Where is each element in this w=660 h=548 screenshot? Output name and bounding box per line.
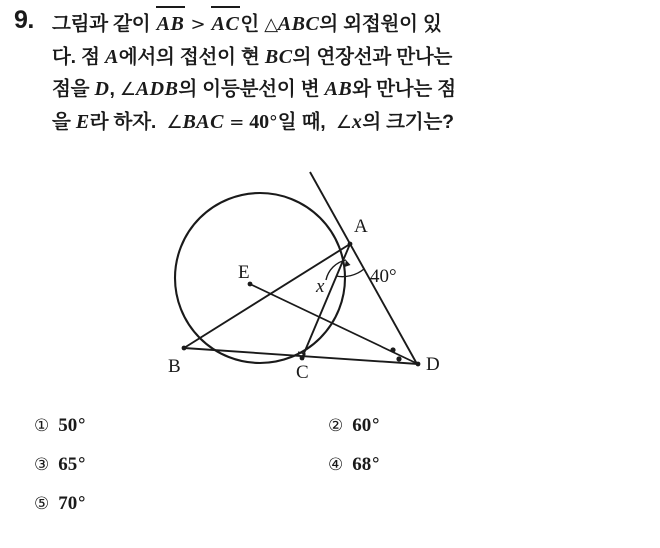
figure-label-b: B (168, 356, 181, 377)
answer-choices (34, 415, 634, 532)
stem-text-4: 을 (52, 111, 71, 133)
angle-symbol-2: ∠ (166, 112, 183, 133)
stem-text-3: 점을 (52, 78, 90, 100)
stem-text-1c: 의 외접원이 있 (319, 13, 442, 35)
angle-symbol-3: ∠ (335, 112, 352, 133)
angle-arc-bac (336, 269, 364, 277)
stem-text-1: 그림과 같이 (52, 13, 151, 35)
figure-label-d: D (426, 354, 440, 375)
vertex-dot-c (300, 356, 305, 361)
choice-4-degree: ° (371, 454, 381, 475)
bisector-dot-1 (390, 347, 395, 352)
question-stem (52, 8, 644, 139)
segment-ac-1: AC (211, 8, 241, 40)
choice-3-value: 65 (58, 454, 78, 475)
greater-than-symbol: > (190, 14, 206, 35)
given-angle-value: 40 (249, 111, 269, 133)
angle-arrow-head-x (345, 260, 351, 267)
vertex-dot-a (348, 242, 353, 247)
vertex-dot-d (416, 362, 421, 367)
choice-5-value: 70 (58, 493, 78, 514)
choice-5[interactable] (34, 493, 86, 515)
stem-text-3c: 의 이등분선이 변 (178, 78, 320, 100)
figure-label-angle-40 (370, 266, 397, 288)
stem-line-3 (52, 73, 644, 106)
stem-text-2c: 의 연장선과 만나는 (292, 46, 453, 68)
chord-bc-ref: BC (264, 46, 293, 68)
angle-bac-ref: BAC (182, 111, 224, 133)
segment-ab-1: AB (156, 8, 186, 40)
choice-3-degree: ° (77, 454, 87, 475)
figure-label-c: C (296, 362, 309, 383)
choice-1-number: ① (34, 416, 50, 436)
stem-text-1b: 인 (240, 13, 259, 35)
segment-ab-2: AB (324, 78, 353, 100)
question-number: 9. (14, 6, 34, 34)
bisector-dot-2 (396, 356, 401, 361)
choice-2-degree: ° (371, 415, 381, 436)
stem-text-3b: , (109, 78, 115, 100)
degree-symbol-1: ° (268, 112, 278, 133)
choice-2-value: 60 (352, 415, 372, 436)
choice-4-value: 68 (352, 454, 372, 475)
choice-3-number: ③ (34, 455, 50, 475)
choice-1-value: 50 (58, 415, 78, 436)
figure-label-x: x (316, 276, 325, 297)
unknown-x-ref: x (351, 111, 363, 133)
choice-2[interactable] (328, 415, 380, 437)
figure-svg (150, 168, 510, 398)
stem-line-4 (52, 106, 644, 139)
equals-symbol: = (229, 112, 245, 133)
choice-row-1 (34, 415, 634, 454)
geometry-figure (150, 168, 510, 398)
choice-5-degree: ° (77, 493, 87, 514)
point-d-ref: D (94, 78, 110, 100)
choice-1-degree: ° (77, 415, 87, 436)
triangle-abc-label: ABC (277, 13, 320, 35)
vertex-dot-b (182, 346, 187, 351)
choice-4[interactable] (328, 454, 380, 476)
choice-4-number: ④ (328, 455, 344, 475)
tangent-line-at-a (310, 172, 417, 364)
choice-row-3 (34, 493, 634, 532)
figure-label-e: E (238, 262, 250, 283)
choice-3[interactable] (34, 454, 86, 476)
point-e-ref: E (75, 111, 90, 133)
stem-text-3d: 와 만나는 점 (352, 78, 456, 100)
point-a-ref: A (104, 46, 119, 68)
choice-row-2 (34, 454, 634, 493)
stem-text-2: 다. 점 (52, 46, 100, 68)
stem-line-2 (52, 41, 644, 73)
choice-2-number: ② (328, 416, 344, 436)
stem-text-4c: 일 때, (277, 111, 326, 133)
figure-angle-40-degree: ° (389, 266, 397, 287)
stem-line-1 (52, 8, 644, 41)
choice-1[interactable] (34, 415, 86, 437)
stem-text-4b: 라 하자. (89, 111, 157, 133)
stem-text-4d: 의 크기는? (362, 111, 454, 133)
angle-symbol-1: ∠ (119, 79, 136, 100)
figure-angle-40-value: 40 (370, 266, 389, 287)
choice-5-number: ⑤ (34, 494, 50, 514)
angle-adb-ref: ADB (135, 78, 179, 100)
stem-text-2b: 에서의 접선이 현 (118, 46, 260, 68)
figure-label-a: A (354, 216, 368, 237)
triangle-symbol: △ (264, 14, 278, 35)
